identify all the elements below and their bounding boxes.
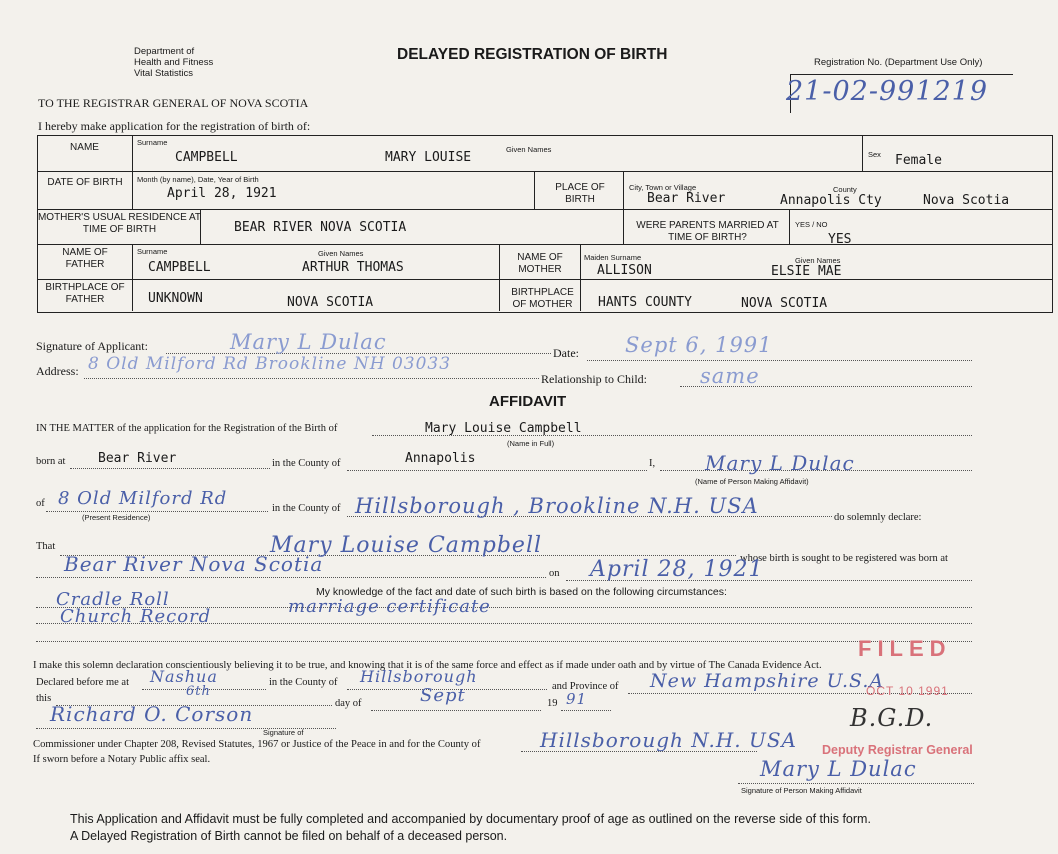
residence-county-label: in the County of bbox=[272, 503, 341, 514]
mother-given-label: Given Names bbox=[795, 256, 841, 265]
city-label: City, Town or Village bbox=[629, 183, 697, 192]
province-value: Nova Scotia bbox=[923, 193, 1010, 208]
city-value: Bear River bbox=[647, 191, 726, 206]
commissioner-signature: Richard O. Corson bbox=[50, 702, 254, 726]
address-label: Address: bbox=[36, 364, 79, 378]
registrar-initials: B.G.D. bbox=[850, 704, 934, 732]
registration-label: Registration No. (Department Use Only) bbox=[814, 57, 983, 68]
mother-birthplace-value: HANTS COUNTY bbox=[598, 295, 692, 310]
relationship-value: same bbox=[700, 364, 760, 388]
declared-county-label: in the County of bbox=[269, 677, 338, 688]
affiant-signature-label: Signature of Person Making Affidavit bbox=[741, 786, 862, 795]
dob-label: DATE OF BIRTH bbox=[47, 177, 123, 188]
year-prefix: 19 bbox=[547, 698, 558, 709]
father-label: NAME OF FATHER bbox=[62, 247, 108, 270]
father-surname-value: CAMPBELL bbox=[148, 260, 211, 275]
footer-line-1: This Application and Affidavit must be fully completed and accompanied by documentary proof of age as outlined on the reverse side of this form. bbox=[70, 812, 871, 826]
this-label: this bbox=[36, 693, 52, 704]
name-label: NAME bbox=[70, 142, 99, 153]
maiden-label: Maiden Surname bbox=[584, 253, 642, 262]
circumstance-2: Church Record bbox=[60, 606, 212, 627]
sex-label: Sex bbox=[868, 150, 881, 159]
declared-province-value: New Hampshire U.S.A bbox=[650, 670, 885, 692]
residence-label: (Present Residence) bbox=[82, 513, 151, 522]
born-date-value: April 28, 1921 bbox=[590, 557, 764, 582]
department-line: Department of bbox=[134, 46, 195, 57]
document-title: DELAYED REGISTRATION OF BIRTH bbox=[397, 46, 668, 63]
signature-of-label: Signature of bbox=[263, 728, 304, 737]
commissioner-text: Commissioner under Chapter 208, Revised Statutes, 1967 or Justice of the Peace in and for the County of bbox=[33, 739, 481, 750]
father-given-label: Given Names bbox=[318, 249, 364, 258]
mother-birthplace-province: NOVA SCOTIA bbox=[741, 296, 828, 311]
declaration-text: I make this solemn declaration conscientiously believing it to be true, and knowing that it is of the same force and effect as if made under oath and by virtue of The Canada Evidence Act. bbox=[33, 660, 822, 671]
circumstance-1: Cradle Roll bbox=[56, 589, 170, 610]
affiant-name: Mary L Dulac bbox=[705, 451, 855, 475]
father-birthplace-province: NOVA SCOTIA bbox=[287, 295, 374, 310]
affiant-label: (Name of Person Making Affidavit) bbox=[695, 477, 809, 486]
born-county-value: Annapolis bbox=[405, 451, 476, 466]
father-birthplace-value: UNKNOWN bbox=[148, 291, 203, 306]
yes-no-label: YES / NO bbox=[795, 220, 828, 229]
county-value: Annapolis Cty bbox=[780, 193, 882, 208]
declared-at-value: Nashua bbox=[150, 667, 218, 686]
declared-label: Declared before me at bbox=[36, 677, 129, 688]
deputy-registrar-stamp: Deputy Registrar General bbox=[822, 743, 973, 757]
mother-given-value: ELSIE MAE bbox=[771, 264, 842, 279]
given-names-value: MARY LOUISE bbox=[385, 150, 472, 165]
day-of-label: day of bbox=[335, 698, 362, 709]
province-label: and Province of bbox=[552, 681, 619, 692]
dob-sublabel: Month (by name), Date, Year of Birth bbox=[137, 175, 259, 184]
surname-value: CAMPBELL bbox=[175, 150, 238, 165]
applicant-address: 8 Old Milford Rd Brookline NH 03033 bbox=[88, 354, 452, 374]
application-date: Sept 6, 1991 bbox=[625, 333, 773, 357]
born-at-label: born at bbox=[36, 456, 66, 467]
applicant-signature: Mary L Dulac bbox=[230, 330, 387, 354]
child-full-name: Mary Louise Campbell bbox=[425, 421, 582, 436]
application-line: I hereby make application for the registration of birth of: bbox=[38, 119, 311, 133]
affidavit-title: AFFIDAVIT bbox=[489, 393, 567, 410]
married-value: YES bbox=[828, 232, 852, 247]
date-label: Date: bbox=[553, 346, 579, 360]
filed-stamp: FILED bbox=[858, 636, 952, 661]
born-place-value: Bear River Nova Scotia bbox=[64, 552, 324, 576]
department-line: Vital Statistics bbox=[134, 68, 193, 79]
to-registrar: TO THE REGISTRAR GENERAL OF NOVA SCOTIA bbox=[38, 96, 309, 110]
of-label: of bbox=[36, 498, 45, 509]
department-block bbox=[134, 46, 213, 79]
declared-county-value: Hillsborough bbox=[360, 667, 478, 686]
county-label: County bbox=[833, 185, 857, 194]
residence-county-value: Hillsborough , Brookline N.H. USA bbox=[355, 494, 759, 518]
father-given-value: ARTHUR THOMAS bbox=[302, 260, 404, 275]
whose-birth-text: whose birth is sought to be registered was born at bbox=[740, 553, 948, 564]
circumstance-3: marriage certificate bbox=[288, 596, 491, 617]
place-label: PLACE OF BIRTH bbox=[555, 182, 605, 205]
filed-date-stamp: OCT 10 1991 bbox=[866, 684, 949, 698]
relationship-label: Relationship to Child: bbox=[541, 372, 648, 386]
mother-maiden-value: ALLISON bbox=[597, 263, 652, 278]
year-value: 91 bbox=[566, 690, 588, 708]
mother-birthplace-label: BIRTHPLACE OF MOTHER bbox=[511, 287, 574, 310]
applicant-signature-label: Signature of Applicant: bbox=[36, 339, 148, 353]
department-line: Health and Fitness bbox=[134, 57, 214, 68]
dob-value: April 28, 1921 bbox=[167, 186, 277, 201]
knowledge-text: My knowledge of the fact and date of such birth is based on the following circumstances: bbox=[316, 586, 727, 598]
surname-label: Surname bbox=[137, 138, 168, 147]
registration-number: 21-02-991219 bbox=[786, 76, 989, 107]
mother-residence-label: MOTHER'S USUAL RESIDENCE AT TIME OF BIRTH bbox=[37, 212, 202, 235]
notary-text: If sworn before a Notary Public affix seal. bbox=[33, 754, 211, 765]
born-at-value: Bear River bbox=[98, 451, 177, 466]
mother-residence-value: BEAR RIVER NOVA SCOTIA bbox=[234, 220, 407, 235]
day-value: 6th bbox=[186, 684, 211, 699]
given-names-label: Given Names bbox=[506, 145, 552, 154]
married-label: WERE PARENTS MARRIED AT TIME OF BIRTH? bbox=[636, 220, 779, 243]
commissioner-county: Hillsborough N.H. USA bbox=[540, 728, 797, 752]
father-surname-label: Surname bbox=[137, 247, 168, 256]
month-value: Sept bbox=[420, 685, 466, 706]
that-label: That bbox=[36, 541, 56, 552]
sex-value: Female bbox=[895, 153, 942, 168]
i-label: I, bbox=[649, 458, 656, 469]
on-label: on bbox=[549, 568, 560, 579]
matter-text: IN THE MATTER of the application for the Registration of the Birth of bbox=[36, 423, 338, 434]
born-county-label: in the County of bbox=[272, 458, 341, 469]
residence-value: 8 Old Milford Rd bbox=[58, 488, 228, 509]
father-birthplace-label: BIRTHPLACE OF FATHER bbox=[45, 282, 125, 305]
that-name: Mary Louise Campbell bbox=[270, 533, 543, 558]
footer-line-2: A Delayed Registration of Birth cannot be filed on behalf of a deceased person. bbox=[70, 829, 508, 843]
name-in-full-label: (Name in Full) bbox=[507, 439, 555, 448]
mother-label: NAME OF MOTHER bbox=[517, 252, 563, 275]
affiant-signature: Mary L Dulac bbox=[760, 757, 917, 781]
solemnly-declare: do solemnly declare: bbox=[834, 512, 922, 523]
